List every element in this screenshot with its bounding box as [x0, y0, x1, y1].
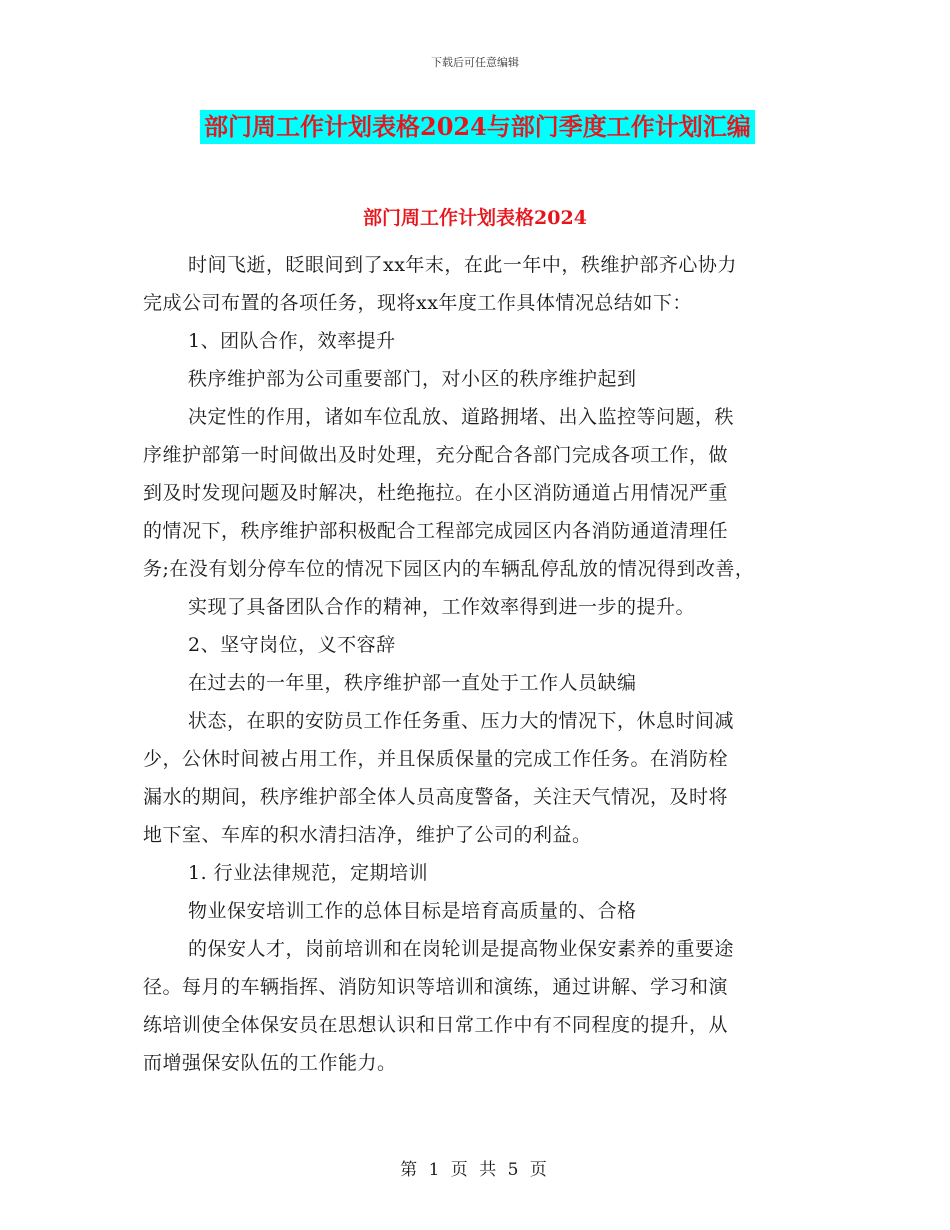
- body-text-line: 秩序维护部为公司重要部门，对小区的秩序维护起到: [188, 368, 637, 390]
- body-text-line: 实现了具备团队合作的精神，工作效率得到进一步的提升。: [188, 596, 696, 618]
- body-text-line: 而增强保安队伍的工作能力。: [143, 1052, 397, 1074]
- body-text-line: 务;在没有划分停车位的情况下园区内的车辆乱停乱放的情况得到改善，: [143, 558, 755, 580]
- body-text-line: 1、团队合作，效率提升: [188, 330, 396, 352]
- body-text-line: 时间飞逝，眨眼间到了xx年末，在此一年中，秩维护部齐心协力: [188, 254, 737, 276]
- body-text-line: 状态，在职的安防员工作任务重、压力大的情况下，休息时间减: [188, 710, 735, 732]
- body-text-line: 的情况下，秩序维护部积极配合工程部完成园区内各消防通道清理任: [143, 520, 729, 542]
- body-text-line: 地下室、车库的积水清扫洁净，维护了公司的利益。: [143, 824, 592, 846]
- section-title: 部门周工作计划表格2024: [363, 207, 587, 229]
- body-text-line: 练培训使全体保安员在思想认识和日常工作中有不同程度的提升，从: [143, 1014, 729, 1036]
- body-text-line: 少，公休时间被占用工作，并且保质保量的完成工作任务。在消防栓: [143, 748, 729, 770]
- body-text-line: 到及时发现问题及时解决，杜绝拖拉。在小区消防通道占用情况严重: [143, 482, 729, 504]
- header-note: 下载后可任意编辑: [431, 56, 519, 69]
- body-text-line: 完成公司布置的各项任务，现将xx年度工作具体情况总结如下：: [143, 292, 692, 314]
- body-text-line: 决定性的作用，诸如车位乱放、道路拥堵、出入监控等问题，秩: [188, 406, 735, 428]
- document-body: [143, 250, 823, 1086]
- body-text-line: 序维护部第一时间做出及时处理，充分配合各部门完成各项工作，做: [143, 444, 729, 466]
- document-main-title: 部门周工作计划表格2024与部门季度工作计划汇编: [200, 110, 755, 144]
- body-text-line: 的保安人才，岗前培训和在岗轮训是提高物业保安素养的重要途: [188, 938, 735, 960]
- body-text-line: 在过去的一年里，秩序维护部一直处于工作人员缺编: [188, 672, 637, 694]
- page-footer: 第 1 页 共 5 页: [400, 1160, 550, 1180]
- body-text-line: 1. 行业法律规范，定期培训: [188, 862, 429, 884]
- body-text-line: 物业保安培训工作的总体目标是培育高质量的、合格: [188, 900, 637, 922]
- body-text-line: 2、坚守岗位，义不容辞: [188, 634, 396, 656]
- body-text-line: 漏水的期间，秩序维护部全体人员高度警备，关注天气情况，及时将: [143, 786, 729, 808]
- body-text-line: 径。每月的车辆指挥、消防知识等培训和演练，通过讲解、学习和演: [143, 976, 729, 998]
